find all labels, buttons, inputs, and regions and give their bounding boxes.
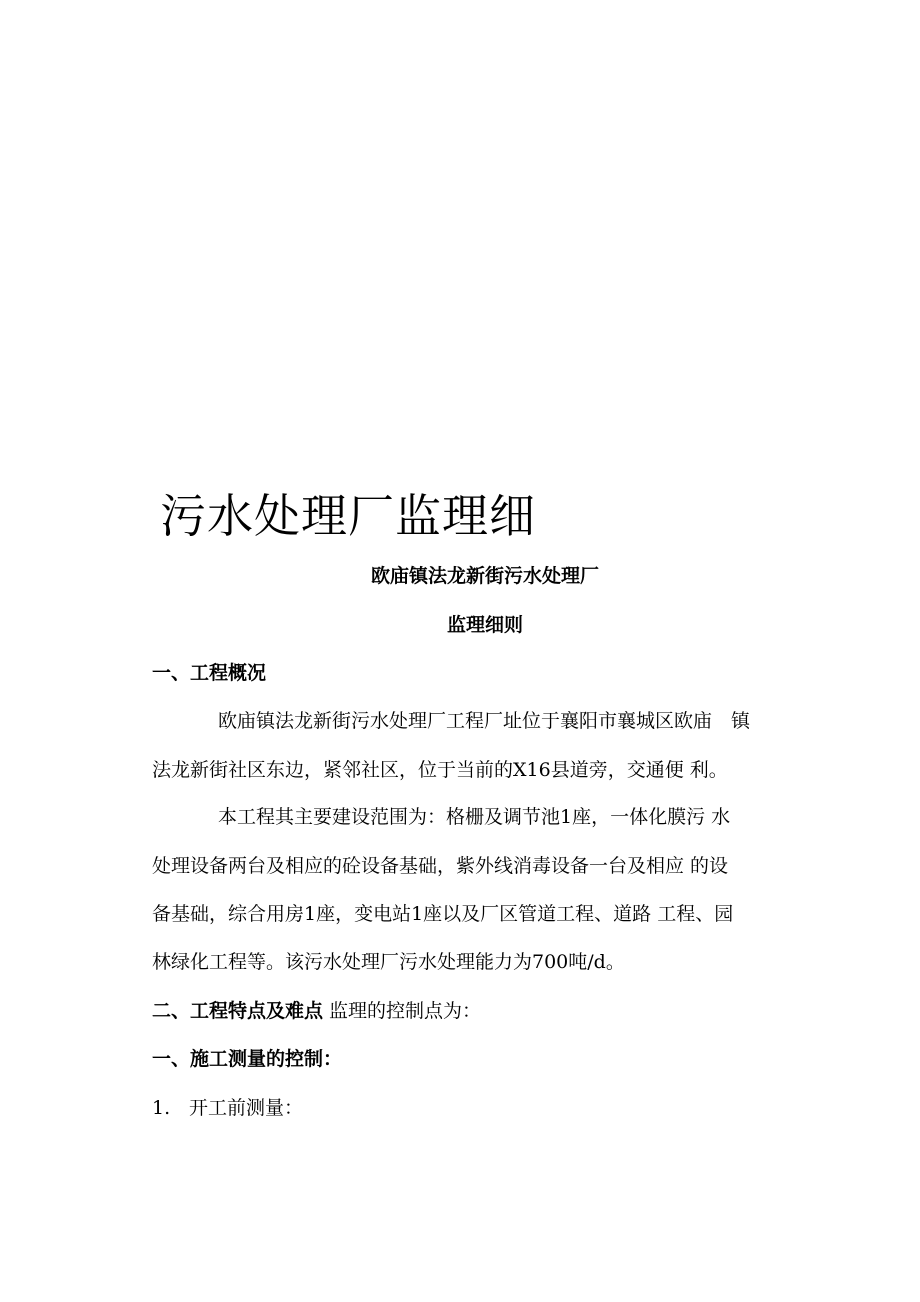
- document-type: 监理细则: [446, 614, 523, 636]
- main-title: 污水处理厂监理细: [160, 489, 536, 543]
- project-name: 欧庙镇法龙新街污水处理厂: [370, 565, 599, 587]
- item-number: 1.: [152, 1097, 171, 1119]
- paragraph-line: 欧庙镇法龙新街污水处理厂工程厂址位于襄阳市襄城区欧庙 镇: [218, 710, 751, 732]
- paragraph-line: 法龙新街社区东边，紧邻社区，位于当前的X16县道旁，交通便 利。: [152, 759, 728, 781]
- item-text: 开工前测量：: [189, 1097, 304, 1119]
- section-heading-features-tail: 监理的控制点为：: [323, 1000, 482, 1022]
- paragraph-line: 处理设备两台及相应的砼设备基础，紫外线消毒设备一台及相应 的设: [152, 855, 729, 877]
- paragraph-line: 备基础，综合用房1座，变电站1座以及厂区管道工程、道路 工程、园: [152, 903, 734, 925]
- paragraph-line: 林绿化工程等。该污水处理厂污水处理能力为700吨/d。: [152, 951, 625, 973]
- section-heading-survey-control: 一、施工测量的控制：: [152, 1048, 343, 1070]
- section-heading-overview: 一、工程概况: [152, 662, 267, 684]
- paragraph-line: 本工程其主要建设范围为：格栅及调节池1座，一体化膜污 水: [218, 806, 731, 828]
- numbered-item: [152, 1093, 303, 1120]
- section-heading-features: [152, 996, 481, 1023]
- section-heading-features-bold: 二、工程特点及难点: [152, 1000, 324, 1022]
